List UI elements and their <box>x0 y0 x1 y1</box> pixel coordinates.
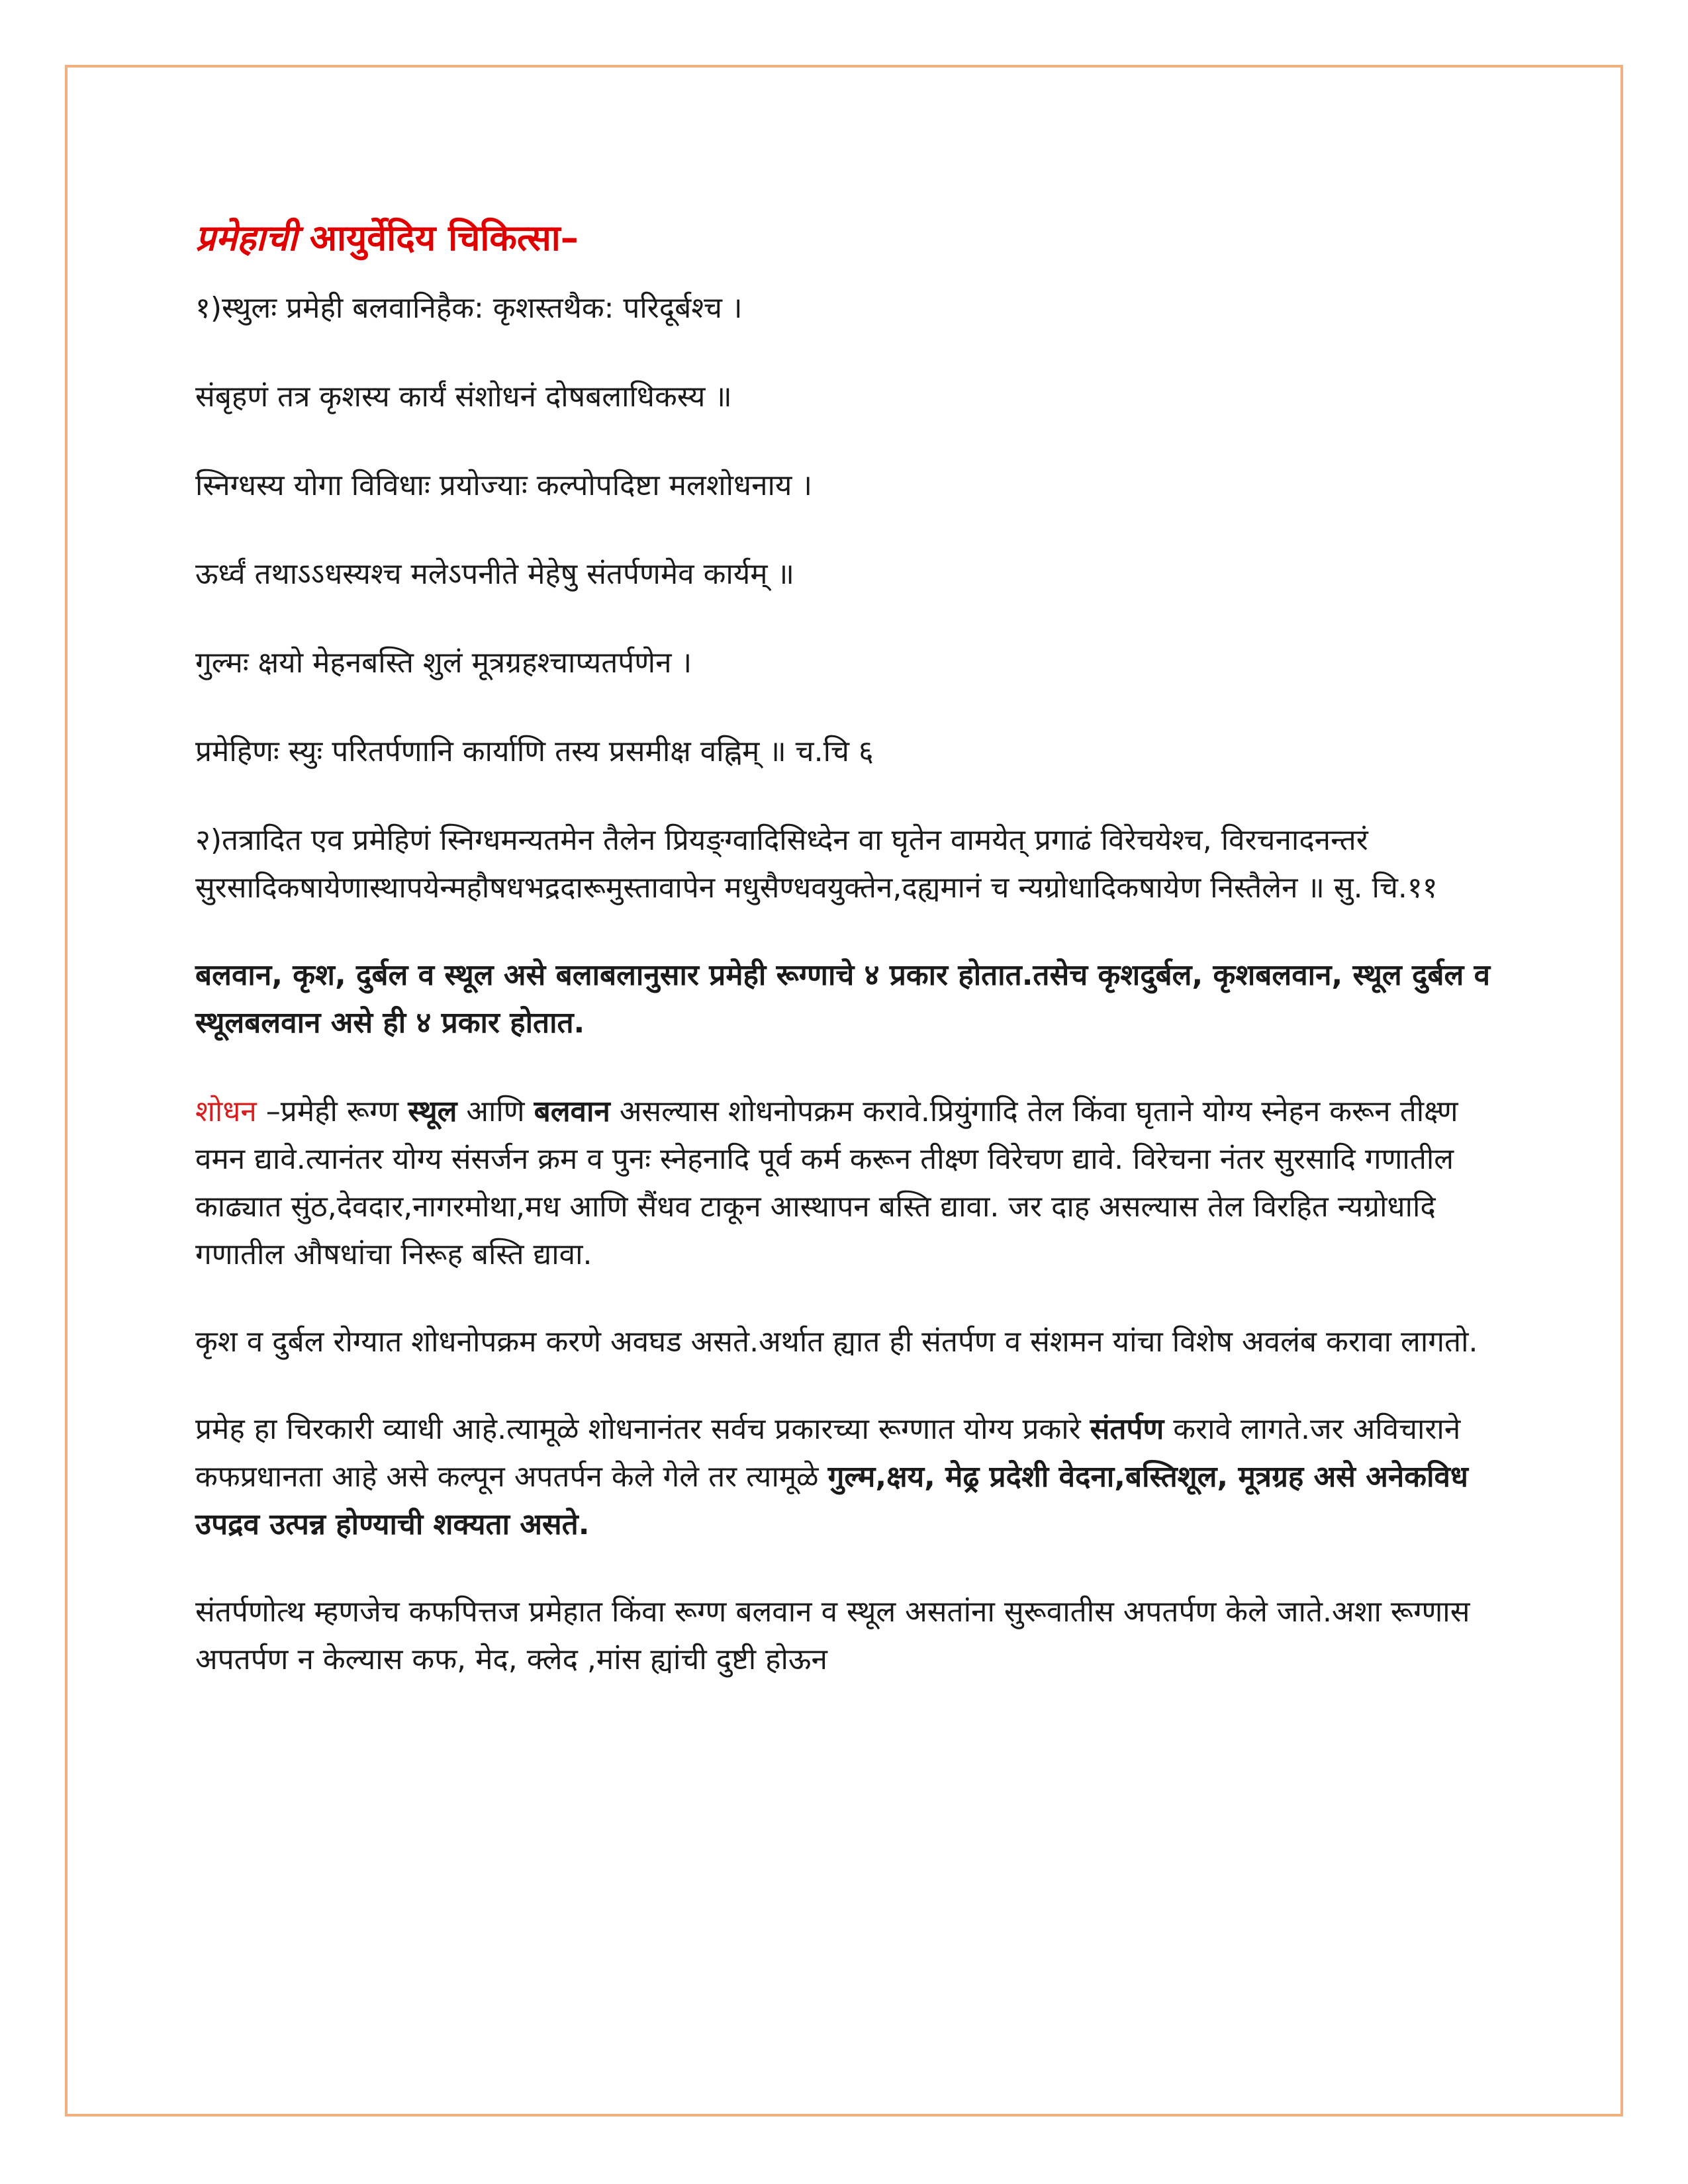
title-part1: प्रमेहाची <box>195 217 297 259</box>
document-body <box>195 212 1506 1723</box>
prameh-text-2: करावे लागते.जर अविचाराने कफप्रधानता आहे असे कल्पून अपतर्पन केले गेले तर त्यामूळे <box>195 1412 1461 1494</box>
prameh-text-1: प्रमेह हा चिरकारी व्याधी आहे.त्यामूळे शोधनानंतर सर्वच प्रकारच्या रूग्णात योग्य प्रकारे <box>195 1412 1090 1446</box>
prameh-paragraph <box>195 1406 1506 1549</box>
santarpan-paragraph: संतर्पणोत्थ म्हणजेच कफपित्तज प्रमेहात किंवा रूग्ण बलवान व स्थूल असतांना सुरूवातीस अपतर्पण केले जाते.अशा रूग्णास अपतर्पण न केल्यास कफ, मेद, क्लेद ,मांस ह्यांची दुष्टी होऊन <box>195 1595 1470 1676</box>
shodhan-text-2: आणि <box>457 1095 534 1128</box>
shodhan-bold-2: बलवान <box>534 1095 610 1128</box>
page-title <box>195 212 1506 265</box>
shodhan-text-1: –प्रमेही रूग्ण <box>256 1095 408 1128</box>
shodhan-label: शोधन <box>195 1095 257 1128</box>
verse-line-4: ऊर्ध्वं तथाऽऽधस्यश्च मलेऽपनीते मेहेषु संतर्पणमेव कार्यम् ॥ <box>195 557 794 591</box>
shodhan-bold-1: स्थूल <box>408 1095 457 1128</box>
sushruta-quote: २)तत्रादित एव प्रमेहिणं स्निग्धमन्यतमेन तैलेन प्रियङ्ग्वादिसिध्देन वा घृतेन वामयेत् प्रगाढं विरेचयेश्च, विरचनादनन्तरं सुरसादिकषायेणास्थापयेन्महौषधभद्रदारूमुस्तावापेन मधुसैण्धवयुक्तेन,दह्यमानं च न्यग्रोधादिकषायेण निस्तैलेन ॥ सु. चि.११ <box>195 823 1438 905</box>
prameh-bold-2: गुल्म,क्षय, मेढ्र प्रदेशी वेदना,बस्तिशूल, मूत्रग्रह असे अनेकविध उपद्रव उत्पन्न होण्याची शक्यता असते. <box>195 1460 1468 1541</box>
types-paragraph: बलवान, कृश, दुर्बल व स्थूल असे बलाबलानुसार प्रमेही रूग्णाचे ४ प्रकार होतात.तसेच कृशदुर्बल, कृशबलवान, स्थूल दुर्बल व स्थूलबलवान असे ही ४ प्रकार होतात. <box>195 958 1491 1040</box>
shodhan-paragraph <box>195 1088 1506 1279</box>
title-part2: आयुर्वेदिय चिकित्सा– <box>297 217 579 259</box>
verse-line-3: स्निग्धस्य योगा विविधाः प्रयोज्याः कल्पोपदिष्टा मलशोधनाय । <box>195 469 813 502</box>
krush-paragraph: कृश व दुर्बल रोग्यात शोधनोपक्रम करणे अवघड असते.अर्थात ह्यात ही संतर्पण व संशमन यांचा विशेष अवलंब करावा लागतो. <box>195 1325 1478 1359</box>
prameh-bold-1: संतर्पण <box>1090 1412 1164 1446</box>
shodhan-text-3: असल्यास शोधनोपक्रम करावे.प्रियुंगादि तेल किंवा घृताने योग्य स्नेहन करून तीक्ष्ण वमन द्यावे.त्यानंतर योग्य संसर्जन क्रम व पुनः स्नेहनादि पूर्व कर्म करून तीक्ष्ण विरेचण द्यावे. विरेचना नंतर सुरसादि गणातील काढ्यात सुंठ,देवदार,नागरमोथा,मध आणि सैंधव टाकून आस्थापन बस्ति द्यावा. जर दाह असल्यास तेल विरहित न्यग्रोधादि गणातील औषधांचा निरूह बस्ति द्यावा. <box>195 1095 1458 1271</box>
verse-line-1: १)स्थुलः प्रमेही बलवानिहैक: कृशस्तथैक: परिदूर्बश्च । <box>195 291 743 325</box>
verse-line-2: संबृहणं तत्र कृशस्य कार्यं संशोधनं दोषबलाधिकस्य ॥ <box>195 380 732 414</box>
verse-line-6: प्रमेहिणः स्युः परितर्पणानि कार्याणि तस्य प्रसमीक्ष वह्निम् ॥ च.चि ६ <box>195 735 874 768</box>
verse-line-5: गुल्मः क्षयो मेहनबस्ति शुलं मूत्रग्रहश्चाप्यतर्पणेन । <box>195 646 692 680</box>
